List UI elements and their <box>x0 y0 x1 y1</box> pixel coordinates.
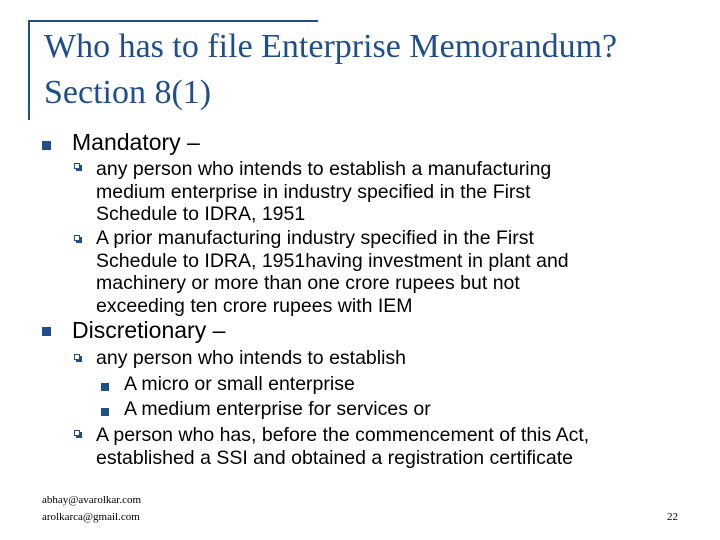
slide-title <box>44 24 684 116</box>
list-item-line: exceeding ten crore rupees with IEM <box>96 294 413 317</box>
list-item-discretionary-1 <box>96 347 656 370</box>
list-item-line: A person who has, before the commencement of this Act, <box>96 424 590 446</box>
title-accent-vertical-rule <box>28 20 30 120</box>
slide-title-line-1: Who has to file Enterprise Memorandum? <box>44 28 618 65</box>
list-item-discretionary-2 <box>96 424 656 469</box>
list-item-line: A prior manufacturing industry specified in the First <box>96 227 534 249</box>
list-item-line: established a SSI and obtained a registration certificate <box>96 446 573 469</box>
title-accent-horizontal-rule <box>28 20 318 22</box>
page-number: 22 <box>667 511 678 523</box>
sub-list-item-micro-small: A micro or small enterprise <box>124 373 355 395</box>
box-bullet-icon <box>74 430 80 436</box>
box-bullet-icon <box>74 354 80 360</box>
footer-contacts <box>42 492 141 526</box>
list-item-line: any person who intends to establish <box>96 347 407 369</box>
box-bullet-icon <box>74 163 80 169</box>
section-heading-discretionary: Discretionary – <box>72 317 226 343</box>
footer-email-1: abhay@avarolkar.com <box>42 494 142 506</box>
list-item-line: medium enterprise in industry specified in the First <box>96 180 531 203</box>
slide-title-line-2: Section 8(1) <box>44 74 212 111</box>
list-item-mandatory-1 <box>96 158 656 226</box>
square-bullet-icon <box>42 141 51 150</box>
list-item-line: Schedule to IDRA, 1951having investment in plant and <box>96 249 569 272</box>
list-item-line: machinery or more than one crore rupees but not <box>96 272 520 295</box>
square-bullet-icon <box>101 383 109 391</box>
sub-list-item-medium-services: A medium enterprise for services or <box>124 398 431 420</box>
list-item-mandatory-2 <box>96 227 656 317</box>
square-bullet-icon <box>42 327 51 336</box>
footer-email-2: arolkarca@gmail.com <box>42 511 140 523</box>
box-bullet-icon <box>74 235 80 241</box>
list-item-line: Schedule to IDRA, 1951 <box>96 203 306 226</box>
list-item-line: any person who intends to establish a manufacturing <box>96 158 552 180</box>
section-heading-mandatory: Mandatory – <box>72 129 200 155</box>
square-bullet-icon <box>101 408 109 416</box>
